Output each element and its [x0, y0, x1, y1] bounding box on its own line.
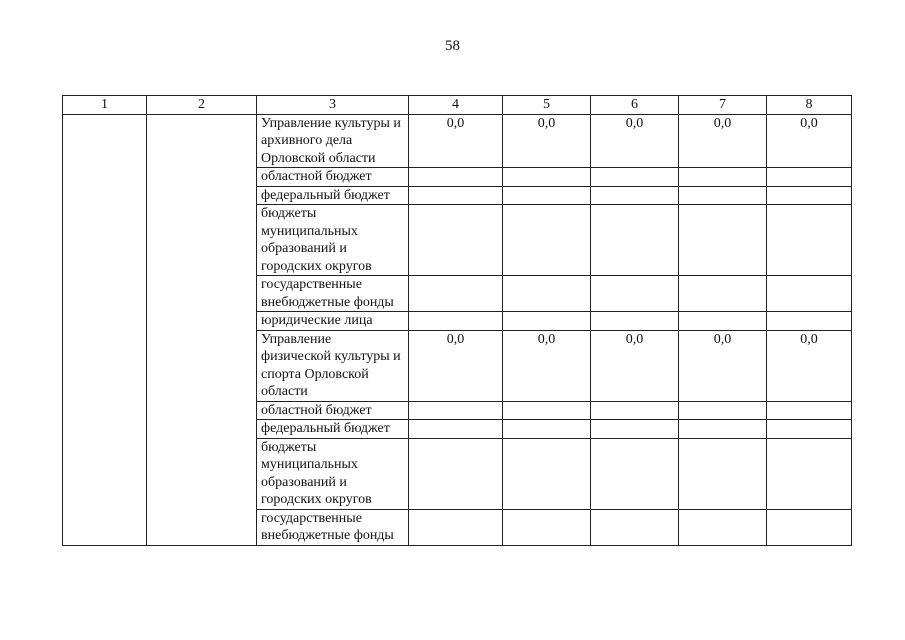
table-row: [63, 114, 852, 168]
value-cell: [503, 420, 591, 439]
value-cell: [409, 438, 503, 509]
value-cell: [679, 205, 767, 276]
table-body: [63, 114, 852, 545]
value-cell: [767, 401, 852, 420]
column-header: 6: [591, 96, 679, 115]
column-header: 5: [503, 96, 591, 115]
column-header: 2: [147, 96, 257, 115]
funding-source-name: федеральный бюджет: [257, 420, 409, 439]
value-cell: [409, 276, 503, 312]
value-cell: [591, 401, 679, 420]
value-cell: [591, 186, 679, 205]
funding-source-name: государственные внебюджетные фонды: [257, 276, 409, 312]
value-cell: [409, 509, 503, 545]
column-header: 8: [767, 96, 852, 115]
funding-source-name: Управление культуры и архивного дела Орловской области: [257, 114, 409, 168]
value-cell: [503, 205, 591, 276]
value-cell: [679, 186, 767, 205]
value-cell: [503, 509, 591, 545]
value-cell: [591, 312, 679, 331]
value-cell: 0,0: [503, 114, 591, 168]
value-cell: 0,0: [409, 330, 503, 401]
funding-source-name: бюджеты муниципальных образований и городских округов: [257, 438, 409, 509]
value-cell: [591, 509, 679, 545]
value-cell: 0,0: [503, 330, 591, 401]
value-cell: [679, 509, 767, 545]
value-cell: 0,0: [591, 114, 679, 168]
value-cell: 0,0: [767, 330, 852, 401]
budget-table: [62, 95, 852, 546]
column-header: 1: [63, 96, 147, 115]
value-cell: [679, 420, 767, 439]
value-cell: [767, 438, 852, 509]
funding-source-name: областной бюджет: [257, 168, 409, 187]
value-cell: [679, 401, 767, 420]
value-cell: [503, 186, 591, 205]
value-cell: [591, 168, 679, 187]
funding-source-name: федеральный бюджет: [257, 186, 409, 205]
value-cell: [679, 312, 767, 331]
value-cell: [503, 401, 591, 420]
value-cell: [767, 420, 852, 439]
value-cell: [767, 168, 852, 187]
value-cell: 0,0: [409, 114, 503, 168]
column-header: 7: [679, 96, 767, 115]
value-cell: [409, 401, 503, 420]
value-cell: [767, 509, 852, 545]
funding-source-name: Управление физической культуры и спорта Орловской области: [257, 330, 409, 401]
page-number: 58: [445, 38, 460, 54]
funding-source-name: юридические лица: [257, 312, 409, 331]
column-header: 3: [257, 96, 409, 115]
program-cell: [147, 114, 257, 545]
value-cell: [767, 312, 852, 331]
funding-source-name: государственные внебюджетные фонды: [257, 509, 409, 545]
funding-source-name: бюджеты муниципальных образований и городских округов: [257, 205, 409, 276]
value-cell: [591, 276, 679, 312]
funding-source-name: областной бюджет: [257, 401, 409, 420]
value-cell: [679, 438, 767, 509]
row-number-cell: [63, 114, 147, 545]
value-cell: [679, 276, 767, 312]
value-cell: [503, 276, 591, 312]
value-cell: [767, 205, 852, 276]
column-number-row: [63, 96, 852, 115]
value-cell: [503, 312, 591, 331]
value-cell: [409, 168, 503, 187]
value-cell: 0,0: [679, 330, 767, 401]
value-cell: [409, 186, 503, 205]
value-cell: [591, 438, 679, 509]
value-cell: [409, 420, 503, 439]
value-cell: 0,0: [679, 114, 767, 168]
value-cell: [591, 420, 679, 439]
column-header: 4: [409, 96, 503, 115]
value-cell: [767, 186, 852, 205]
value-cell: [591, 205, 679, 276]
value-cell: [409, 312, 503, 331]
value-cell: [503, 168, 591, 187]
value-cell: [503, 438, 591, 509]
value-cell: [409, 205, 503, 276]
value-cell: [679, 168, 767, 187]
value-cell: [767, 276, 852, 312]
value-cell: 0,0: [767, 114, 852, 168]
value-cell: 0,0: [591, 330, 679, 401]
